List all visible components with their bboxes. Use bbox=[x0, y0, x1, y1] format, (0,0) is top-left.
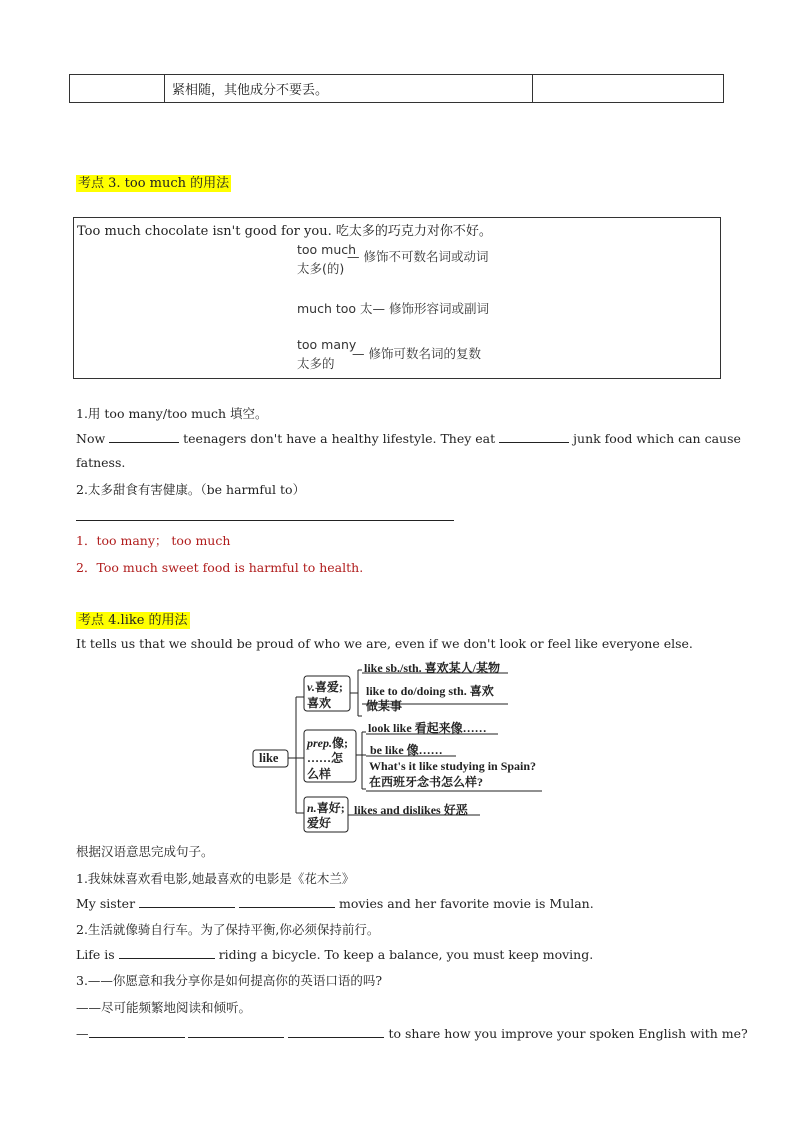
answer-blank[interactable] bbox=[89, 1025, 185, 1038]
n-item-1: likes and dislikes 好恶 bbox=[354, 803, 468, 817]
section4-example: It tells us that we should be proud of who we are, even if we don't look or feel like everyone else. bbox=[76, 636, 693, 651]
exercise3-q1-label: 1.用 too many/too much 填空。 bbox=[76, 406, 268, 421]
section3-heading bbox=[76, 172, 231, 191]
q1-part2: teenagers don't have a healthy lifestyle. They eat bbox=[183, 431, 496, 446]
answer-line[interactable] bbox=[76, 520, 454, 521]
section3-heading-text: 考点 3. too much 的用法 bbox=[78, 176, 230, 191]
prep-item-2: be like 像…… bbox=[370, 743, 443, 757]
v-item-3: 做某事 bbox=[366, 699, 403, 713]
n-pos: n. bbox=[307, 801, 317, 815]
too-many-note: — 修饰可数名词的复数 bbox=[352, 346, 481, 361]
q1-part3: junk food which can cause bbox=[573, 431, 741, 446]
v-pos: v. bbox=[307, 680, 315, 694]
answer-blank[interactable] bbox=[499, 430, 569, 443]
prep-label1: 像; bbox=[332, 736, 348, 750]
too-much-term: too much bbox=[297, 242, 357, 257]
too-much-meaning: 太多(的) bbox=[297, 261, 345, 276]
exercise3-q1-cont: fatness. bbox=[76, 455, 126, 470]
v-label2: 喜欢 bbox=[307, 696, 332, 710]
answer-blank[interactable] bbox=[188, 1025, 284, 1038]
prep-pos: prep. bbox=[307, 736, 332, 750]
q2-en-a: Life is bbox=[76, 947, 115, 962]
q3-en-b: to share how you improve your spoken English with me? bbox=[388, 1026, 748, 1041]
n-label1: 喜好; bbox=[316, 801, 345, 815]
too-many-meaning: 太多的 bbox=[297, 356, 335, 371]
prep-item-4: 在西班牙念书怎么样? bbox=[369, 775, 484, 789]
q1-en-a: My sister bbox=[76, 896, 136, 911]
exercise4-q1-cn: 1.我妹妹喜欢看电影,她最喜欢的电影是《花木兰》 bbox=[76, 871, 355, 886]
prep-item-3: What's it like studying in Spain? bbox=[369, 759, 537, 773]
answer-blank[interactable] bbox=[288, 1025, 384, 1038]
top-table bbox=[69, 74, 724, 103]
table-cell-text: 紧相随，其他成分不要丢。 bbox=[172, 83, 329, 98]
exercise4-q3-en bbox=[76, 1025, 748, 1041]
answer-blank[interactable] bbox=[119, 946, 215, 959]
q3-en-a: — bbox=[76, 1026, 89, 1041]
exercise4-q2-cn: 2.生活就像骑自行车。为了保持平衡,你必须保持前行。 bbox=[76, 922, 380, 937]
q1-en-b: movies and her favorite movie is Mulan. bbox=[339, 896, 594, 911]
answer-blank[interactable] bbox=[109, 430, 179, 443]
example-sentence: Too much chocolate isn't good for you. 吃太多的巧克力对你不好。 bbox=[77, 224, 492, 239]
section4-heading bbox=[76, 609, 190, 628]
exercise3-q1-line bbox=[76, 430, 741, 446]
much-too-line: much too 太— 修饰形容词或副词 bbox=[297, 301, 490, 316]
q1-part1: Now bbox=[76, 431, 106, 446]
prep-label3: 么样 bbox=[307, 767, 332, 781]
too-much-note: — 修饰不可数名词或动词 bbox=[347, 249, 489, 264]
mindmap-v-label bbox=[307, 678, 343, 695]
prep-item-1: look like 看起来像…… bbox=[368, 721, 487, 735]
mindmap-root: like bbox=[259, 751, 279, 765]
answer-blank[interactable] bbox=[139, 895, 235, 908]
too-much-example-box bbox=[73, 217, 721, 379]
exercise4-q2-en bbox=[76, 946, 593, 962]
section4-heading-text: 考点 4.like 的用法 bbox=[78, 613, 188, 628]
exercise3-q2-label: 2.太多甜食有害健康。（be harmful to） bbox=[76, 482, 306, 497]
too-many-term: too many bbox=[297, 337, 357, 352]
v-label1: 喜爱; bbox=[314, 680, 343, 694]
table-divider bbox=[164, 75, 165, 102]
answer-blank[interactable] bbox=[239, 895, 335, 908]
table-divider bbox=[532, 75, 533, 102]
v-item-1: like sb./sth. 喜欢某人/某物 bbox=[364, 661, 501, 675]
exercise4-q3-cn1: 3.——你愿意和我分享你是如何提高你的英语口语的吗? bbox=[76, 973, 383, 988]
answer-2: 2．Too much sweet food is harmful to health. bbox=[76, 560, 364, 575]
exercise4-q1-en bbox=[76, 895, 594, 911]
n-label2: 爱好 bbox=[307, 816, 332, 830]
exercise4-q3-cn2: ——尽可能频繁地阅读和倾听。 bbox=[76, 1000, 252, 1015]
answer-1: 1．too many； too much bbox=[76, 533, 231, 548]
prep-label2: ……怎 bbox=[307, 751, 344, 765]
exercise4-instruction: 根据汉语意思完成句子。 bbox=[76, 844, 214, 859]
q2-en-b: riding a bicycle. To keep a balance, you must keep moving. bbox=[218, 947, 594, 962]
v-item-2: like to do/doing sth. 喜欢 bbox=[366, 684, 494, 698]
